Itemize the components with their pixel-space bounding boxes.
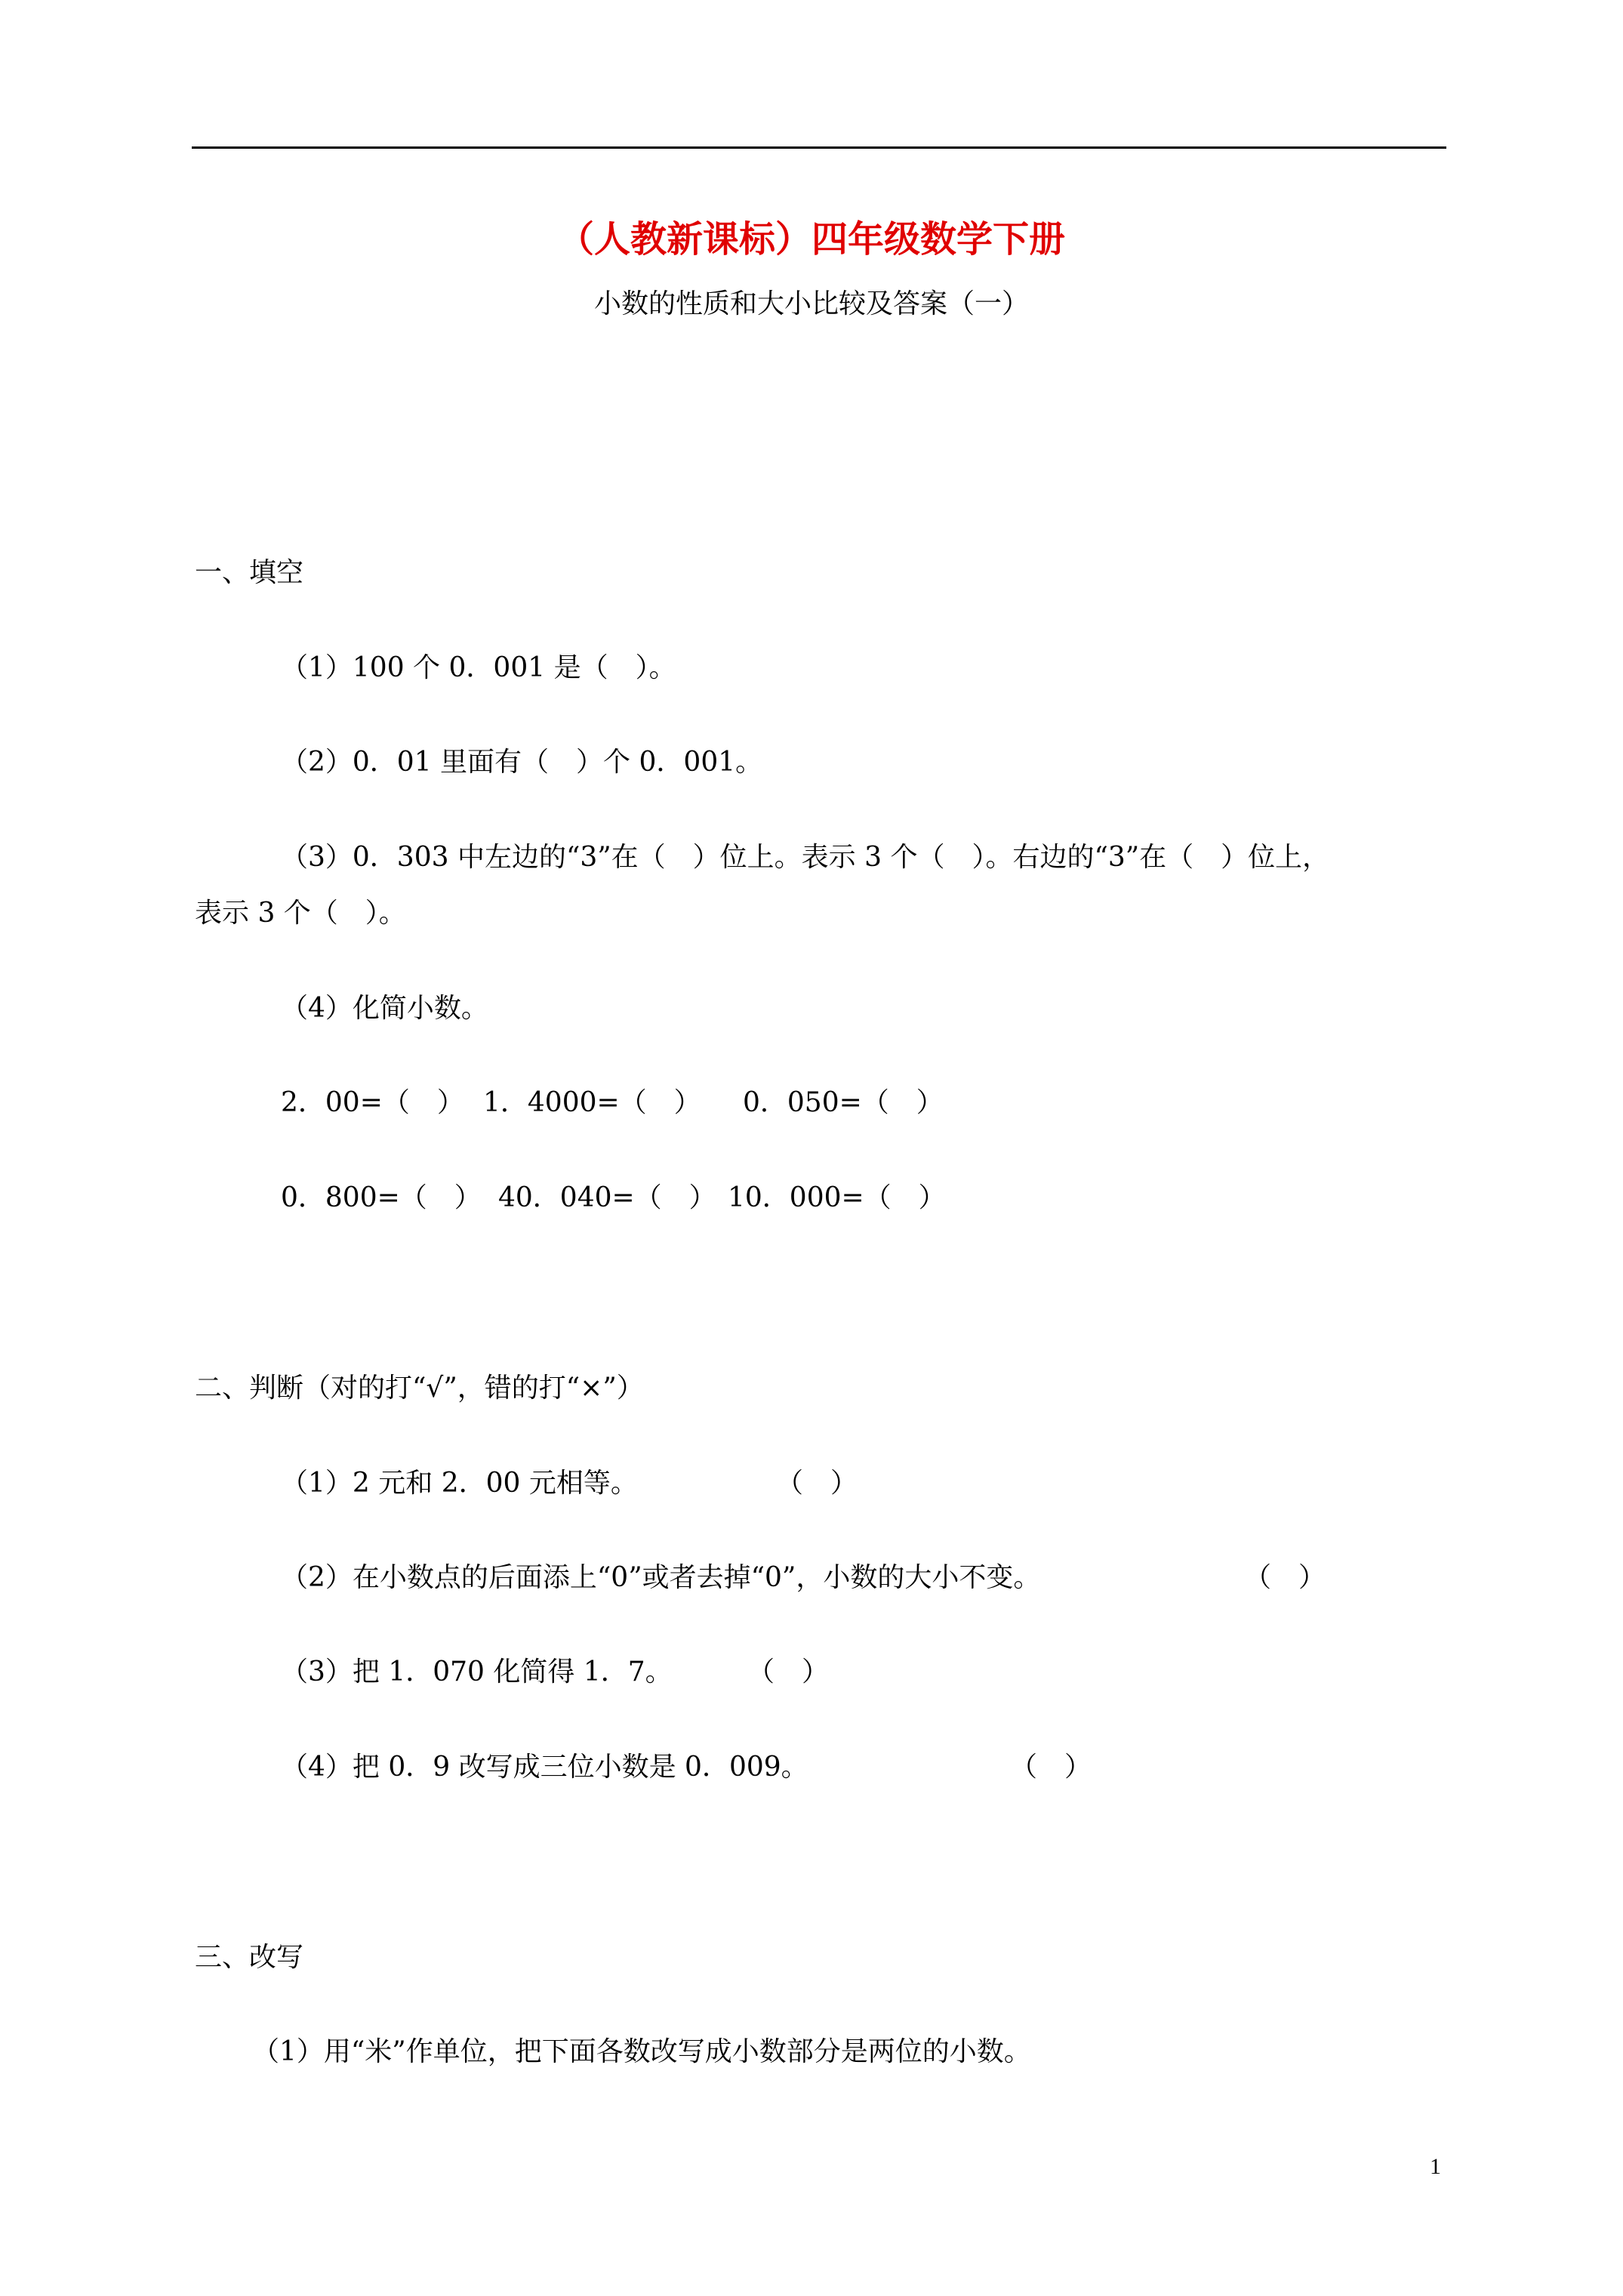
document-subtitle: 小数的性质和大小比较及答案（一）: [593, 288, 1029, 319]
judgement-answer-blank: （ ）: [776, 1468, 858, 1499]
judgement-statement: （1）2 元和 2．00 元相等。: [281, 1468, 638, 1499]
section1-question-2: （2）0．01 里面有（ ）个 0．001。: [281, 747, 763, 778]
simplify-item: 1．4000=（ ）: [483, 1087, 701, 1118]
judgement-answer-blank: （ ）: [747, 1657, 830, 1687]
document-title: （人教新课标）四年级数学下册: [557, 218, 1065, 260]
judgement-answer-blank: （ ）: [1010, 1752, 1092, 1783]
section1-question-3-line1: （3）0．303 中左边的“3”在（ ）位上。表示 3 个（ ）。右边的“3”在（ ）位上，: [281, 842, 1330, 873]
judgement-statement: （3）把 1．070 化简得 1．7。: [281, 1657, 673, 1687]
judgement-statement: （4）把 0．9 改写成三位小数是 0．009。: [281, 1752, 808, 1783]
simplify-item: 0．050=（ ）: [743, 1087, 944, 1118]
page-number: 1: [1430, 2154, 1441, 2179]
section1-question-3-line2: 表示 3 个（ ）。: [195, 898, 406, 929]
header-rule: [192, 146, 1446, 149]
simplify-item: 2．00=（ ）: [281, 1087, 464, 1118]
judgement-answer-blank: （ ）: [1244, 1562, 1326, 1593]
section2-heading: 二、判断（对的打“√”，错的打“×”）: [195, 1373, 644, 1404]
simplify-item: 40．040=（ ）: [498, 1182, 716, 1213]
section1-heading: 一、填空: [195, 557, 304, 588]
simplify-item: 0．800=（ ）: [281, 1182, 482, 1213]
judgement-statement: （2）在小数点的后面添上“0”或者去掉“0”，小数的大小不变。: [281, 1562, 1041, 1593]
section3-question-1: （1）用“米”作单位，把下面各数改写成小数部分是两位的小数。: [252, 2036, 1031, 2067]
section1-question-1: （1）100 个 0．001 是（ ）。: [281, 652, 676, 683]
section3-heading: 三、改写: [195, 1942, 304, 1973]
simplify-item: 10．000=（ ）: [728, 1182, 946, 1213]
section1-question-4: （4）化简小数。: [281, 993, 488, 1024]
